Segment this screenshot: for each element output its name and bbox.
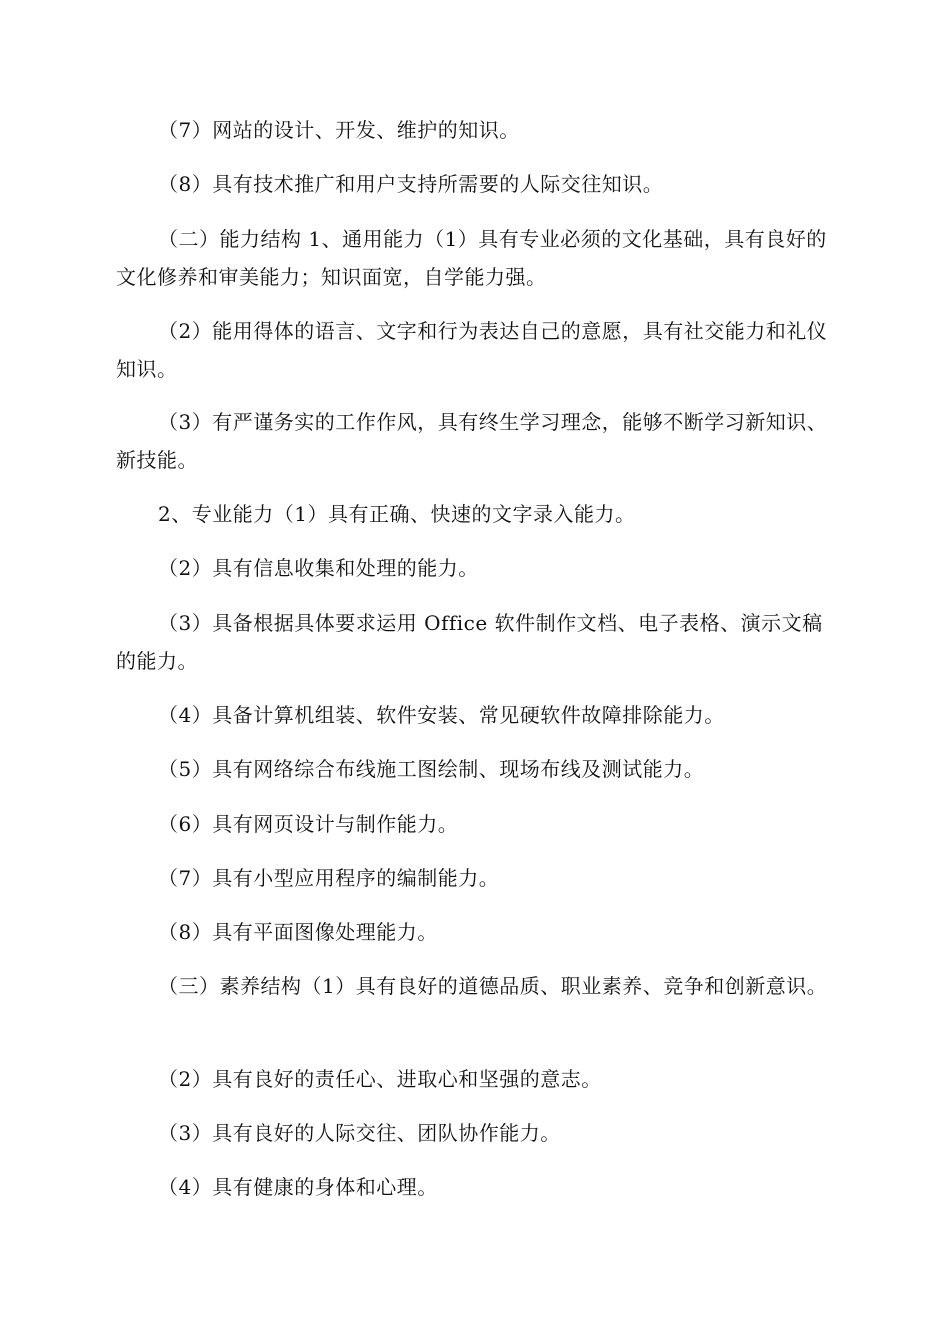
paragraph-responsibility: （2）具有良好的责任心、进取心和坚强的意志。 <box>158 1067 602 1091</box>
paragraph-web-design: （6）具有网页设计与制作能力。 <box>158 812 459 836</box>
paragraph-quality-structure: （三）素养结构（1）具有良好的道德品质、职业素养、竞争和创新意识。 <box>158 974 828 998</box>
paragraph-teamwork: （3）具有良好的人际交往、团队协作能力。 <box>158 1121 561 1145</box>
paragraph-network-cabling: （5）具有网络综合布线施工图绘制、现场布线及测试能力。 <box>158 757 705 781</box>
paragraph-work-style: （3）有严谨务实的工作作风，具有终生学习理念，能够不断学习新知识、新技能。 <box>116 410 828 472</box>
paragraph-health: （4）具有健康的身体和心理。 <box>158 1175 438 1199</box>
paragraph-computer-assembly: （4）具备计算机组装、软件安装、常见硬软件故障排除能力。 <box>158 703 725 727</box>
paragraph-professional-ability: 2、专业能力（1）具有正确、快速的文字录入能力。 <box>158 502 636 526</box>
paragraph-office-software: （3）具备根据具体要求运用 Office 软件制作文档、电子表格、演示文稿的能力。 <box>116 611 823 673</box>
paragraph-ability-structure-general: （二）能力结构 1、通用能力（1）具有专业必须的文化基础，具有良好的文化修养和审美能力；知识面宽，自学能力强。 <box>116 227 827 289</box>
paragraph-application-programming: （7）具有小型应用程序的编制能力。 <box>158 866 500 890</box>
paragraph-interpersonal-knowledge: （8）具有技术推广和用户支持所需要的人际交往知识。 <box>158 172 664 196</box>
paragraph-image-processing: （8）具有平面图像处理能力。 <box>158 920 438 944</box>
paragraph-information-collection: （2）具有信息收集和处理的能力。 <box>158 556 479 580</box>
paragraph-website-knowledge: （7）网站的设计、开发、维护的知识。 <box>158 118 520 142</box>
paragraph-expression-ability: （2）能用得体的语言、文字和行为表达自己的意愿，具有社交能力和礼仪知识。 <box>116 319 828 381</box>
